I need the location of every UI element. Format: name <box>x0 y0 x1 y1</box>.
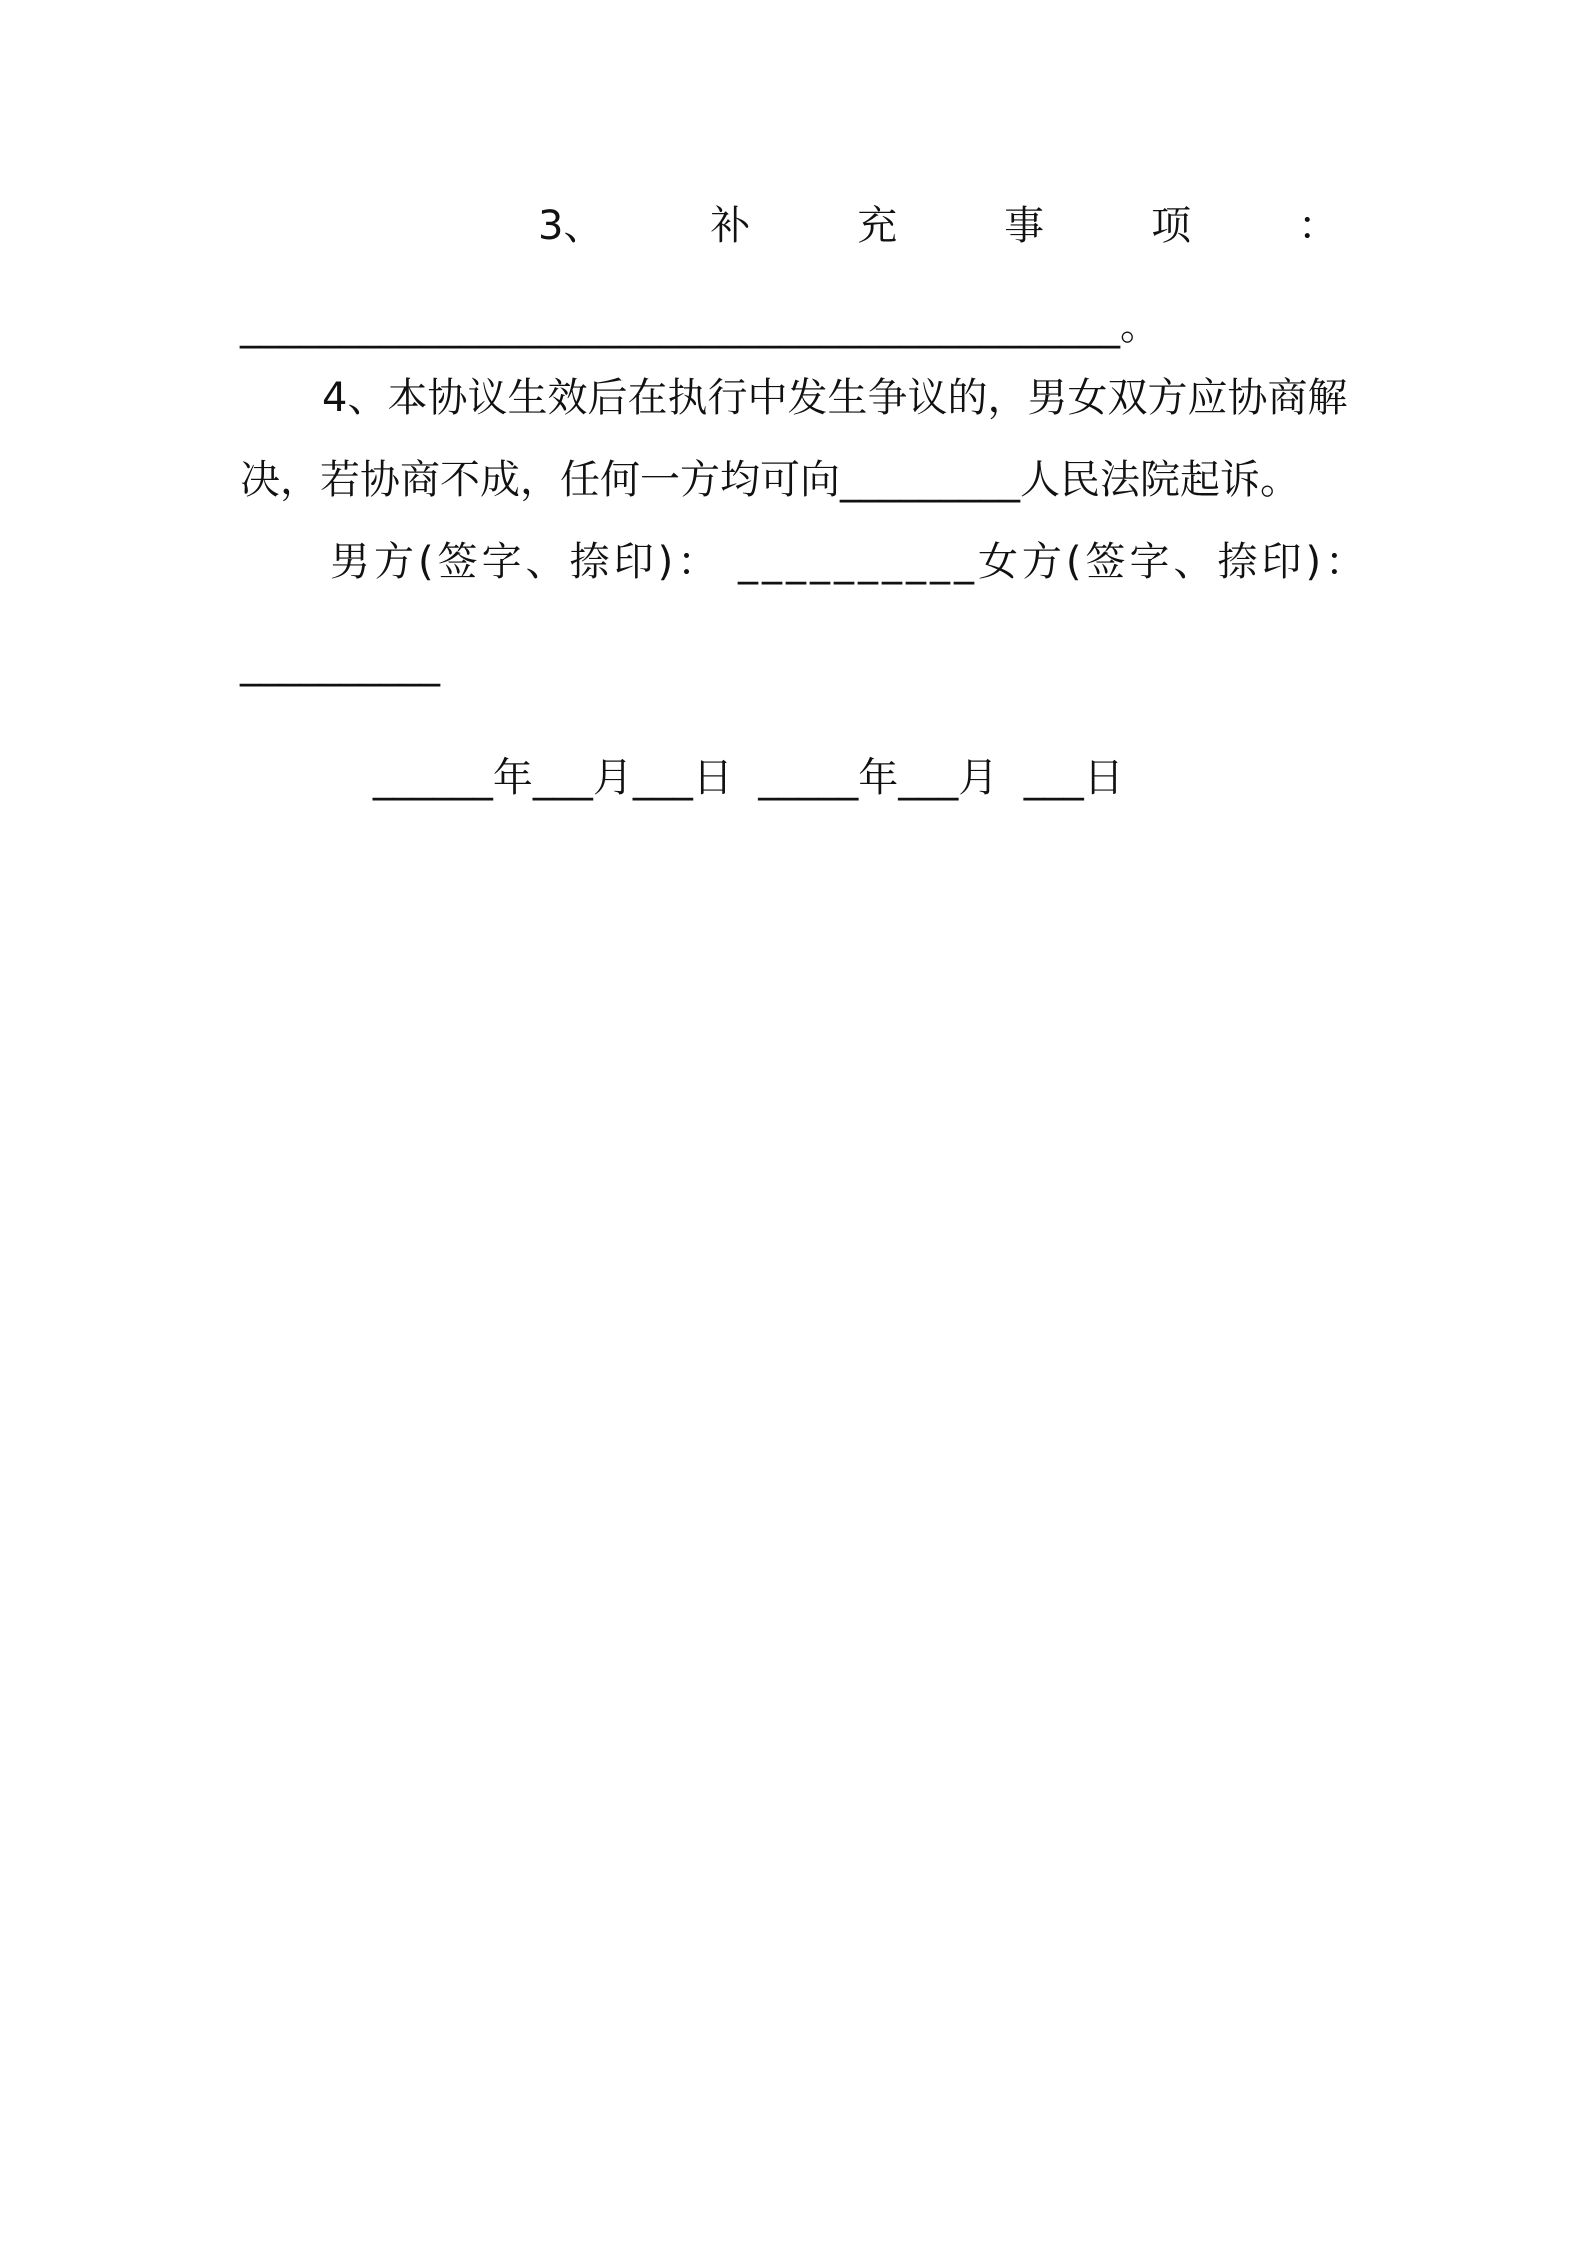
court-blank: _________ <box>840 457 1020 503</box>
section-4-line-1 <box>322 374 1352 422</box>
section-4-line-2 <box>240 456 1350 504</box>
section-3-char-1: 补 <box>710 203 751 249</box>
female-signature-line <box>240 640 1350 688</box>
section-3-char-3: 事 <box>1004 203 1045 249</box>
male-signature-label: 男方(签字、捺印)： <box>330 539 722 585</box>
section-3-number: 3、 <box>538 203 604 249</box>
signature-row <box>330 538 1370 586</box>
section-3-char-4: 项 <box>1151 203 1192 249</box>
female-signature-blank: __________ <box>240 641 440 687</box>
section-4-text-1: 4、本协议生效后在执行中发生争议的，男女双方应协商解 <box>322 375 1348 421</box>
female-signature-label: 女方(签字、捺印)： <box>977 539 1370 585</box>
section-3-heading <box>538 202 1338 250</box>
section-4-text-2b: 人民法院起诉。 <box>1020 457 1300 503</box>
date-row <box>322 706 1432 850</box>
signature-dates: ______年___月___日 _____年___月 ___日 <box>372 755 1124 801</box>
section-4-text-2a: 决，若协商不成，任何一方均可向 <box>240 457 840 503</box>
section-3-colon: ： <box>1297 203 1338 249</box>
male-signature-group <box>330 538 978 586</box>
section-3-char-2: 充 <box>857 203 898 249</box>
male-signature-blank: __________ <box>737 539 978 585</box>
section-3-blank-line <box>240 302 1350 350</box>
section-3-end: 。 <box>1120 303 1160 349</box>
female-signature-group <box>978 538 1369 586</box>
section-3-blank: ____________________________________________ <box>240 303 1120 349</box>
